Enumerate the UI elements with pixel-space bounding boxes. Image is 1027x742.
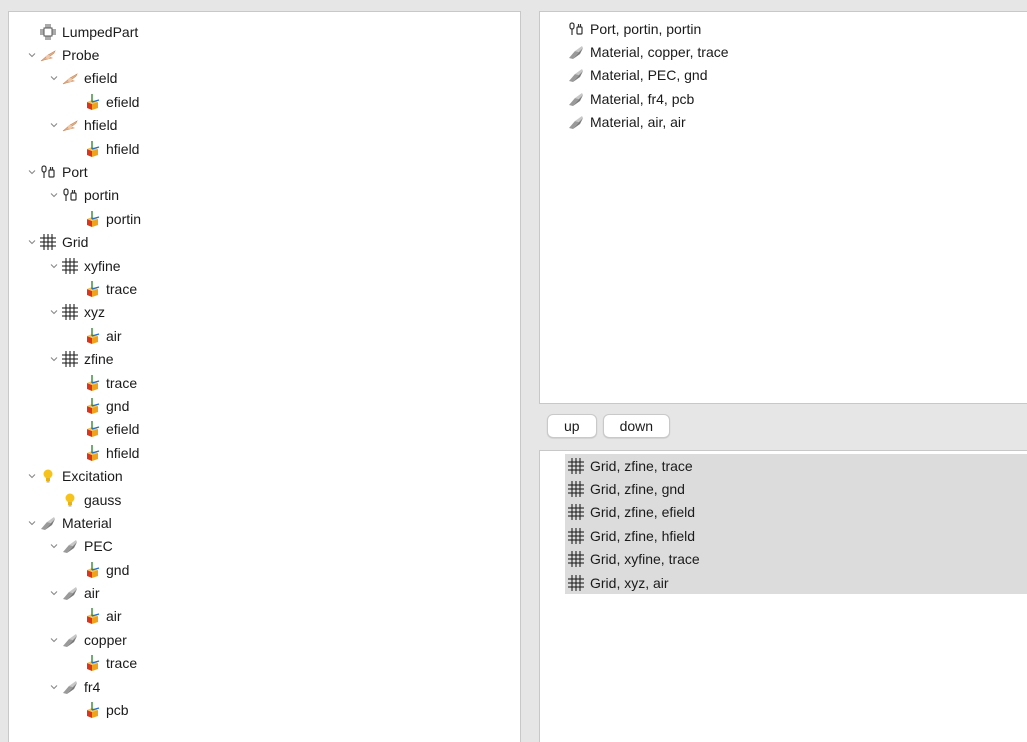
primitive-icon	[83, 420, 101, 438]
tree-item-label: xyfine	[84, 257, 121, 274]
list-item-label: Material, air, air	[590, 114, 686, 131]
selected-list-item[interactable]	[565, 477, 1027, 500]
chevron-down-icon[interactable]	[27, 237, 37, 247]
probe-icon	[61, 116, 79, 134]
tree-item-label: Port	[62, 164, 88, 181]
port-icon	[61, 186, 79, 204]
primitive-icon	[83, 374, 101, 392]
chevron-down-icon[interactable]	[49, 261, 59, 271]
list-item-label: Grid, zfine, gnd	[590, 481, 685, 498]
selected-list-item[interactable]	[565, 524, 1027, 547]
list-item[interactable]	[540, 40, 1027, 63]
top-list-items	[540, 17, 1027, 134]
material-icon	[567, 113, 585, 131]
chevron-down-icon[interactable]	[27, 471, 37, 481]
primitive-icon	[83, 701, 101, 719]
tree-item-label: Grid	[62, 234, 89, 251]
tree-item-label: gnd	[106, 397, 130, 414]
grid-icon	[39, 233, 57, 251]
material-icon	[39, 514, 57, 532]
chevron-down-icon[interactable]	[49, 635, 59, 645]
grid-icon	[567, 503, 585, 521]
tree-item-label: trace	[106, 655, 138, 672]
chevron-down-icon[interactable]	[27, 518, 37, 528]
grid-icon	[61, 303, 79, 321]
tree-item-label: efield	[106, 93, 140, 110]
up-button[interactable]: up	[547, 414, 597, 438]
tree-item-label: xyz	[84, 304, 105, 321]
primitive-icon	[83, 607, 101, 625]
list-item-label: Port, portin, portin	[590, 20, 702, 37]
priority-list-top[interactable]	[539, 11, 1027, 404]
material-icon	[567, 90, 585, 108]
selected-list-item[interactable]	[565, 548, 1027, 571]
tree-item-label: hfield	[84, 117, 118, 134]
list-item-label: Grid, xyz, air	[590, 574, 669, 591]
chevron-down-icon[interactable]	[27, 167, 37, 177]
tree-item-label: air	[106, 608, 122, 625]
grid-icon	[567, 550, 585, 568]
list-item-label: Material, fr4, pcb	[590, 90, 695, 107]
tree-item-label: Excitation	[62, 468, 123, 485]
bulb-icon	[39, 467, 57, 485]
chevron-down-icon[interactable]	[27, 50, 37, 60]
tree-item-label: gauss	[84, 491, 122, 508]
tree-item-label: hfield	[106, 140, 140, 157]
primitive-icon	[83, 140, 101, 158]
tree-item-label: PEC	[84, 538, 113, 555]
tree-item-label: efield	[106, 421, 140, 438]
list-item-label: Material, copper, trace	[590, 44, 729, 61]
chevron-down-icon[interactable]	[49, 354, 59, 364]
primitive-icon	[83, 444, 101, 462]
primitive-icon	[83, 280, 101, 298]
primitive-icon	[83, 93, 101, 111]
tree-item-label: Material	[62, 514, 112, 531]
grid-icon	[61, 350, 79, 368]
bulb-icon	[61, 491, 79, 509]
tree-item-label: LumpedPart	[62, 23, 139, 40]
tree-item-label: trace	[106, 280, 138, 297]
tree-item-label: efield	[84, 70, 118, 87]
list-item[interactable]	[540, 111, 1027, 134]
material-icon	[61, 631, 79, 649]
chevron-down-icon[interactable]	[49, 588, 59, 598]
list-item[interactable]	[540, 64, 1027, 87]
list-item[interactable]	[540, 87, 1027, 110]
selected-list-item[interactable]	[565, 501, 1027, 524]
chevron-down-icon[interactable]	[49, 73, 59, 83]
tree-item-label: air	[84, 585, 100, 602]
chevron-down-icon[interactable]	[49, 307, 59, 317]
chevron-down-icon[interactable]	[49, 682, 59, 692]
list-item-label: Material, PEC, gnd	[590, 67, 708, 84]
grid-icon	[567, 457, 585, 475]
primitive-icon	[83, 210, 101, 228]
grid-icon	[61, 257, 79, 275]
list-item-label: Grid, zfine, trace	[590, 457, 693, 474]
port-icon	[567, 20, 585, 38]
probe-icon	[39, 46, 57, 64]
down-button[interactable]: down	[603, 414, 670, 438]
primitive-icon	[83, 397, 101, 415]
primitive-icon	[83, 561, 101, 579]
button-bar	[547, 414, 670, 438]
object-tree-panel[interactable]	[8, 11, 521, 742]
chip-icon	[39, 23, 57, 41]
grid-icon	[567, 527, 585, 545]
grid-icon	[567, 480, 585, 498]
material-icon	[61, 537, 79, 555]
bottom-list-items	[540, 454, 1027, 594]
chevron-down-icon[interactable]	[49, 541, 59, 551]
material-icon	[567, 66, 585, 84]
tree-item-label: portin	[84, 187, 120, 204]
tree-item-label: gnd	[106, 561, 130, 578]
primitive-icon	[83, 327, 101, 345]
grid-icon	[567, 574, 585, 592]
tree-item-label: zfine	[84, 351, 114, 368]
list-item[interactable]	[540, 17, 1027, 40]
probe-icon	[61, 69, 79, 87]
tree-item-label: trace	[106, 374, 138, 391]
tree-item-label: hfield	[106, 444, 140, 461]
chevron-down-icon[interactable]	[49, 190, 59, 200]
list-item-label: Grid, zfine, efield	[590, 504, 696, 521]
priority-list-bottom[interactable]	[539, 450, 1027, 742]
tree-item-label: portin	[106, 210, 142, 227]
tree-item-label: air	[106, 327, 122, 344]
material-icon	[61, 678, 79, 696]
chevron-down-icon[interactable]	[49, 120, 59, 130]
list-item-label: Grid, zfine, hfield	[590, 527, 696, 544]
tree-item-label: pcb	[106, 702, 129, 719]
selected-list-item[interactable]	[565, 571, 1027, 594]
tree-item-label: Probe	[62, 47, 100, 64]
material-icon	[61, 584, 79, 602]
selected-list-item[interactable]	[565, 454, 1027, 477]
primitive-icon	[83, 654, 101, 672]
material-icon	[567, 43, 585, 61]
tree-item-label: copper	[84, 631, 127, 648]
port-icon	[39, 163, 57, 181]
tree-item-label: fr4	[84, 678, 101, 695]
list-item-label: Grid, xyfine, trace	[590, 551, 700, 568]
